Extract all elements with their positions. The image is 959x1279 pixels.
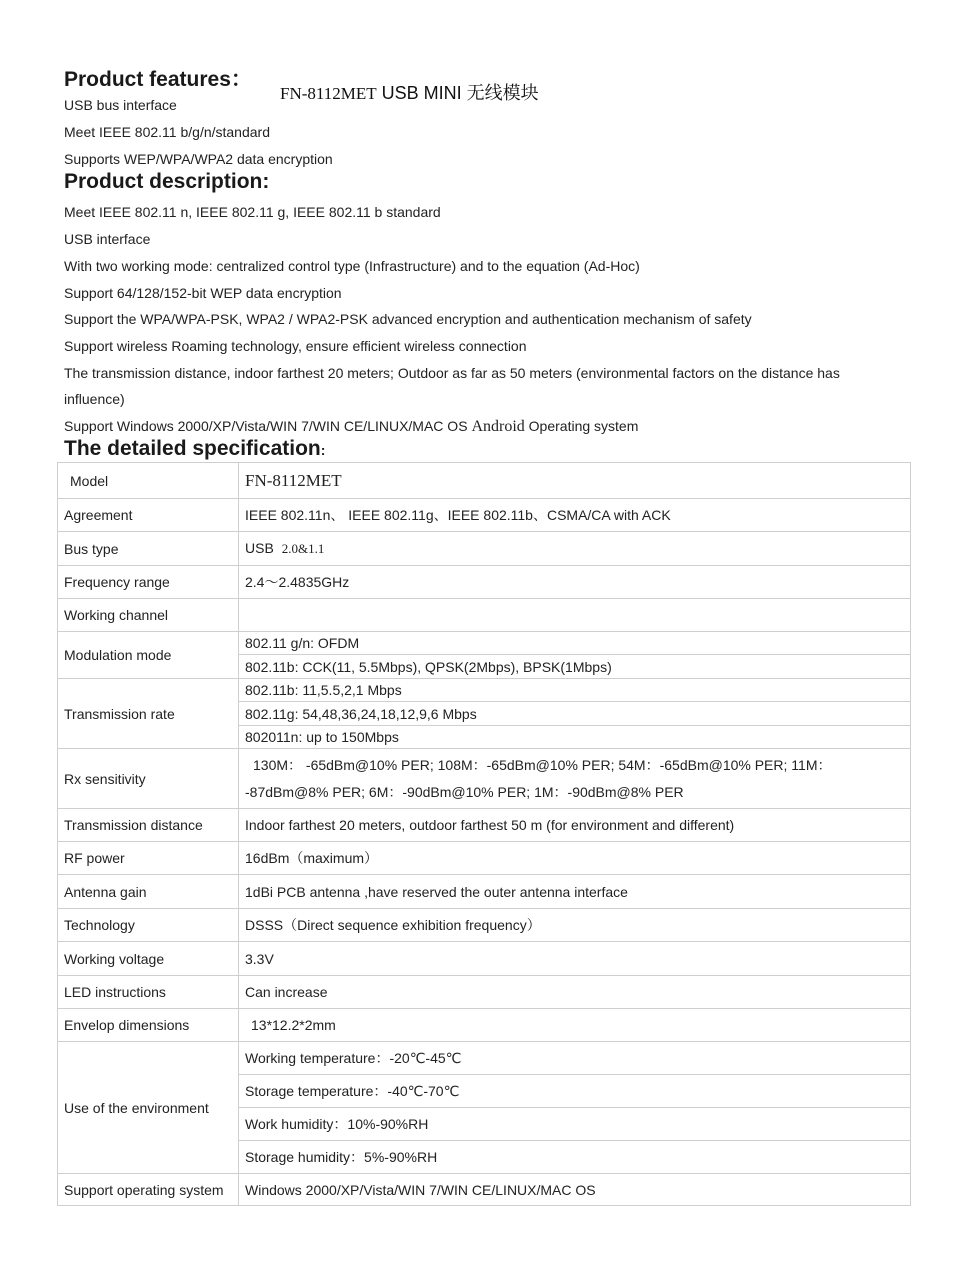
table-row — [58, 1009, 911, 1042]
table-row — [58, 1174, 911, 1206]
bus-type-version: 2.0&1.1 — [281, 541, 325, 556]
spec-value: Can increase — [239, 976, 911, 1009]
table-row — [58, 632, 911, 655]
spec-value — [239, 532, 911, 566]
description-line: USB interface — [64, 231, 151, 247]
spec-value: 3.3V — [239, 942, 911, 976]
table-row — [58, 1042, 911, 1075]
spec-value: Working temperature：-20℃-45℃ — [239, 1042, 911, 1075]
table-row — [58, 566, 911, 599]
spec-label: Modulation mode — [58, 632, 239, 679]
spec-value: Windows 2000/XP/Vista/WIN 7/WIN CE/LINUX/MAC OS — [239, 1174, 911, 1206]
spec-value: Storage temperature：-40℃-70℃ — [239, 1075, 911, 1108]
table-row — [58, 976, 911, 1009]
table-row — [58, 499, 911, 532]
spec-label: Use of the environment — [58, 1042, 239, 1174]
description-line: Meet IEEE 802.11 n, IEEE 802.11 g, IEEE 802.11 b standard — [64, 204, 441, 220]
product-title-rest: USB MINI 无线模块 — [381, 83, 539, 103]
spec-value: 802.11g: 54,48,36,24,18,12,9,6 Mbps — [239, 702, 911, 726]
table-row — [58, 809, 911, 842]
spec-value: 802.11b: 11,5.5,2,1 Mbps — [239, 679, 911, 702]
description-line: With two working mode: centralized control type (Infrastructure) and to the equation (Ad-Hoc) — [64, 258, 640, 274]
spec-value: 802.11 g/n: OFDM — [239, 632, 911, 655]
spec-label: Technology — [58, 909, 239, 942]
spec-label: Frequency range — [58, 566, 239, 599]
spec-value — [239, 599, 911, 632]
spec-label: Bus type — [58, 532, 239, 566]
spec-label: LED instructions — [58, 976, 239, 1009]
spec-label: Rx sensitivity — [58, 749, 239, 809]
table-row — [58, 599, 911, 632]
spec-label: Transmission distance — [58, 809, 239, 842]
spec-label: Model — [58, 463, 239, 499]
spec-label: Transmission rate — [58, 679, 239, 749]
description-line: influence) — [64, 391, 125, 407]
spec-heading — [64, 437, 325, 461]
description-heading: Product description: — [64, 170, 270, 193]
os-prefix: Support Windows 2000/XP/Vista/WIN 7/WIN CE/LINUX/MAC OS — [64, 418, 468, 434]
spec-value — [239, 463, 911, 499]
bus-type-value: USB — [245, 540, 274, 556]
table-row — [58, 749, 911, 809]
spec-label: Agreement — [58, 499, 239, 532]
spec-value: 16dBm（maximum） — [239, 842, 911, 875]
spec-label: Support operating system — [58, 1174, 239, 1206]
table-row — [58, 942, 911, 976]
table-row — [58, 875, 911, 909]
spec-value: 802011n: up to 150Mbps — [239, 726, 911, 749]
description-line: The transmission distance, indoor farthest 20 meters; Outdoor as far as 50 meters (environmental factors on the distance has — [64, 365, 840, 381]
product-model: FN-8112MET — [280, 84, 377, 103]
os-android: Android — [471, 418, 525, 435]
os-suffix: Operating system — [528, 418, 639, 434]
feature-line: USB bus interface — [64, 97, 177, 113]
features-heading: Product features： — [64, 68, 252, 91]
description-line: Support the WPA/WPA-PSK, WPA2 / WPA2-PSK advanced encryption and authentication mechanism of safety — [64, 311, 752, 327]
rx-line: 130M： -65dBm@10% PER; 108M：-65dBm@10% PER; 54M：-65dBm@10% PER; 11M： — [253, 756, 832, 773]
spec-value — [239, 749, 911, 809]
spec-value: Storage humidity：5%-90%RH — [239, 1141, 911, 1174]
spec-label: Envelop dimensions — [58, 1009, 239, 1042]
spec-heading-colon: : — [320, 442, 326, 458]
model-value: FN-8112MET — [245, 470, 342, 490]
spec-value — [239, 1009, 911, 1042]
feature-line: Supports WEP/WPA/WPA2 data encryption — [64, 151, 333, 167]
spec-value: 802.11b: CCK(11, 5.5Mbps), QPSK(2Mbps), BPSK(1Mbps) — [239, 655, 911, 679]
spec-label: Working channel — [58, 599, 239, 632]
spec-value: 2.4～2.4835GHz — [239, 566, 911, 599]
spec-value: Indoor farthest 20 meters, outdoor farthest 50 m (for environment and different) — [239, 809, 911, 842]
product-title — [280, 79, 539, 105]
spec-value: Work humidity：10%-90%RH — [239, 1108, 911, 1141]
feature-line: Meet IEEE 802.11 b/g/n/standard — [64, 124, 270, 140]
table-row — [58, 532, 911, 566]
spec-table — [57, 462, 911, 1206]
spec-heading-text: The detailed specification — [64, 437, 321, 460]
description-line: Support wireless Roaming technology, ensure efficient wireless connection — [64, 338, 527, 354]
dimensions-value: 13*12.2*2mm — [251, 1017, 336, 1033]
spec-label: Working voltage — [58, 942, 239, 976]
table-row — [58, 909, 911, 942]
spec-value: 1dBi PCB antenna ,have reserved the outer antenna interface — [239, 875, 911, 909]
description-os-line — [64, 418, 638, 436]
table-row — [58, 679, 911, 702]
spec-label: RF power — [58, 842, 239, 875]
description-line: Support 64/128/152-bit WEP data encryption — [64, 285, 342, 301]
table-row — [58, 842, 911, 875]
spec-value: DSSS（Direct sequence exhibition frequency） — [239, 909, 911, 942]
spec-label: Antenna gain — [58, 875, 239, 909]
rx-line: -87dBm@8% PER; 6M：-90dBm@10% PER; 1M：-90dBm@8% PER — [245, 783, 684, 800]
spec-value: IEEE 802.11n、 IEEE 802.11g、IEEE 802.11b、CSMA/CA with ACK — [239, 499, 911, 532]
table-row — [58, 463, 911, 499]
